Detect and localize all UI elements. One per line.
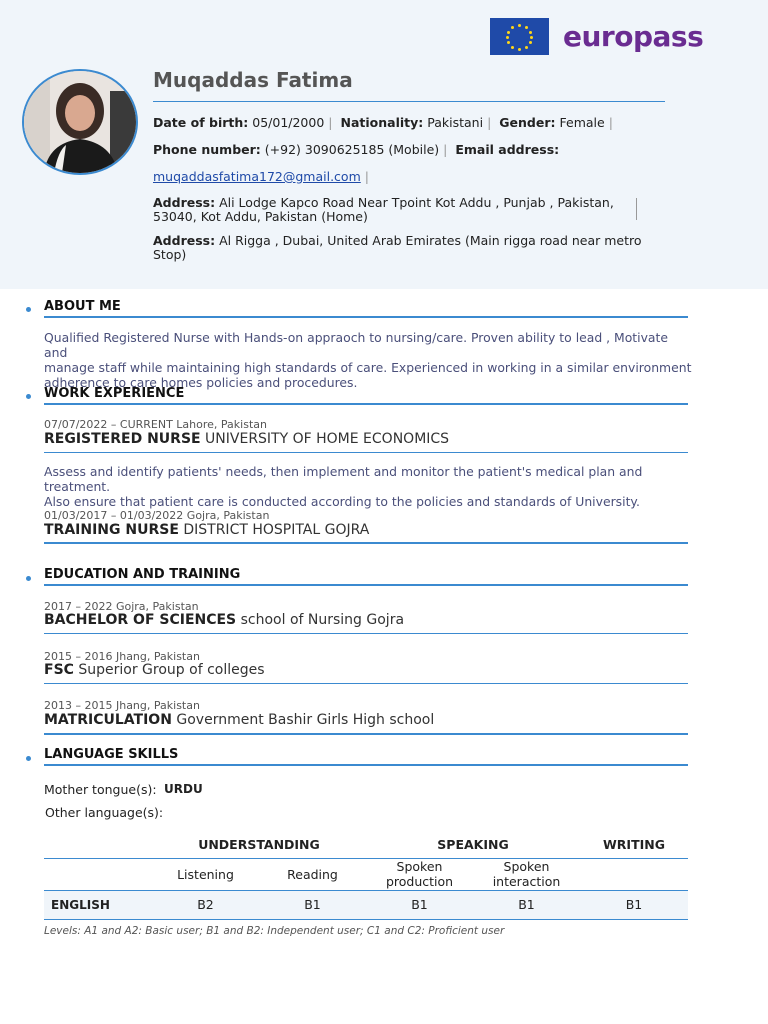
- level-spoken-interaction: B1: [518, 897, 535, 912]
- dob-value: 05/01/2000: [252, 115, 325, 130]
- education-meta: 2015 – 2016 Jhang, Pakistan: [44, 650, 200, 663]
- section-bullet-icon: [26, 756, 31, 761]
- gender-value: Female: [559, 115, 605, 130]
- col-spoken-production: Spoken production: [385, 859, 454, 889]
- section-title-education: EDUCATION AND TRAINING: [44, 567, 241, 582]
- name-divider: [153, 101, 665, 102]
- job-description: [44, 464, 694, 509]
- nationality-label: Nationality:: [340, 115, 424, 130]
- profile-photo-icon: [24, 71, 136, 173]
- entry-divider: [44, 683, 688, 684]
- section-divider: [44, 542, 688, 544]
- section-divider: [44, 403, 688, 405]
- eu-flag-icon: [490, 18, 549, 55]
- language-name: ENGLISH: [51, 897, 110, 912]
- level-spoken-production: B1: [411, 897, 428, 912]
- address-separator: [636, 198, 637, 220]
- level-writing: B1: [625, 897, 643, 912]
- address-home: [153, 196, 614, 224]
- education-degree: FSC: [44, 662, 74, 678]
- language-table: [44, 832, 688, 920]
- section-divider: [44, 764, 688, 766]
- job-title: [44, 522, 369, 538]
- about-line: adherence to care homes policies and procedures.: [44, 375, 358, 390]
- candidate-name: Muqaddas Fatima: [153, 68, 353, 92]
- col-spoken-interaction: Spoken interaction: [492, 859, 561, 889]
- section-bullet-icon: [26, 394, 31, 399]
- language-table-group-row: [44, 832, 688, 858]
- about-line: Qualified Registered Nurse with Hands-on appraoch to nursing/care. Proven ability to lead , Motivate and: [44, 330, 669, 360]
- about-line: manage staff while maintaining high standards of care. Experienced in working in a similar environment: [44, 360, 692, 375]
- section-bullet-icon: [26, 576, 31, 581]
- address-dubai: [153, 234, 642, 262]
- europass-logo: [490, 18, 703, 55]
- education-school: Government Bashir Girls High school: [176, 712, 435, 728]
- education-degree: MATRICULATION: [44, 712, 172, 728]
- personal-info-line: Date of birth: 05/01/2000 | Nationality: Pakistani | Gender: Female |: [153, 115, 613, 130]
- contact-line: Phone number: (+92) 3090625185 (Mobile) | Email address:: [153, 142, 560, 157]
- logo-text: europass: [563, 20, 704, 53]
- phone-label: Phone number:: [153, 142, 261, 157]
- mother-tongue-label: Mother tongue(s):: [44, 782, 157, 797]
- job-role: TRAINING NURSE: [44, 522, 179, 538]
- education-entry: [44, 612, 404, 628]
- address1-line1: Ali Lodge Kapco Road Near Tpoint Kot Addu , Punjab , Pakistan,: [219, 195, 614, 210]
- address2-label: Address:: [153, 233, 216, 248]
- section-divider: [44, 733, 688, 735]
- education-entry: [44, 662, 265, 678]
- dob-label: Date of birth:: [153, 115, 249, 130]
- section-title-about: ABOUT ME: [44, 299, 121, 314]
- section-bullet-icon: [26, 307, 31, 312]
- address2-line2: Stop): [153, 247, 187, 262]
- job-desc-line: Assess and identify patients' needs, then implement and monitor the patient's medical plan and treatment.: [44, 464, 643, 494]
- job-org: DISTRICT HOSPITAL GOJRA: [183, 522, 370, 538]
- mother-tongue-value: URDU: [164, 782, 203, 796]
- section-divider: [44, 316, 688, 318]
- education-meta: 2013 – 2015 Jhang, Pakistan: [44, 699, 200, 712]
- levels-note: Levels: A1 and A2: Basic user; B1 and B2: Independent user; C1 and C2: Proficient user: [44, 925, 505, 937]
- education-degree: BACHELOR OF SCIENCES: [44, 612, 237, 628]
- nationality-value: Pakistani: [427, 115, 484, 130]
- job-title: [44, 431, 449, 447]
- education-school: school of Nursing Gojra: [240, 612, 405, 628]
- education-meta: 2017 – 2022 Gojra, Pakistan: [44, 600, 199, 613]
- group-understanding: UNDERSTANDING: [198, 837, 320, 853]
- job-meta: 07/07/2022 – CURRENT Lahore, Pakistan: [44, 418, 267, 431]
- email-line: muqaddasfatima172@gmail.com |: [153, 169, 369, 184]
- col-listening: Listening: [177, 866, 234, 882]
- entry-divider: [44, 633, 688, 634]
- col-reading: Reading: [287, 866, 338, 882]
- entry-divider: [44, 452, 688, 453]
- job-meta: 01/03/2017 – 01/03/2022 Gojra, Pakistan: [44, 509, 270, 522]
- address1-label: Address:: [153, 195, 216, 210]
- group-writing: WRITING: [603, 837, 665, 853]
- phone-value: (+92) 3090625185 (Mobile): [264, 142, 440, 157]
- education-school: Superior Group of colleges: [78, 662, 265, 678]
- section-title-work: WORK EXPERIENCE: [44, 386, 185, 401]
- job-desc-line: Also ensure that patient care is conducted according to the policies and standards of University.: [44, 494, 640, 509]
- level-reading: B1: [304, 897, 321, 912]
- email-label: Email address:: [455, 142, 560, 157]
- email-link[interactable]: muqaddasfatima172@gmail.com: [153, 169, 361, 184]
- level-listening: B2: [197, 897, 214, 912]
- language-table-header-row: [44, 858, 688, 890]
- gender-label: Gender:: [499, 115, 556, 130]
- section-title-languages: LANGUAGE SKILLS: [44, 747, 179, 762]
- job-org: UNIVERSITY OF HOME ECONOMICS: [205, 431, 450, 447]
- address1-line2: 53040, Kot Addu, Pakistan (Home): [153, 209, 368, 224]
- about-text: [44, 330, 694, 390]
- section-divider: [44, 584, 688, 586]
- table-row: [44, 890, 688, 919]
- avatar: [22, 69, 138, 175]
- job-role: REGISTERED NURSE: [44, 431, 201, 447]
- other-languages-label: Other language(s):: [45, 805, 164, 820]
- group-speaking: SPEAKING: [437, 837, 509, 853]
- address2-line1: Al Rigga , Dubai, United Arab Emirates (Main rigga road near metro: [219, 233, 642, 248]
- education-entry: [44, 712, 434, 728]
